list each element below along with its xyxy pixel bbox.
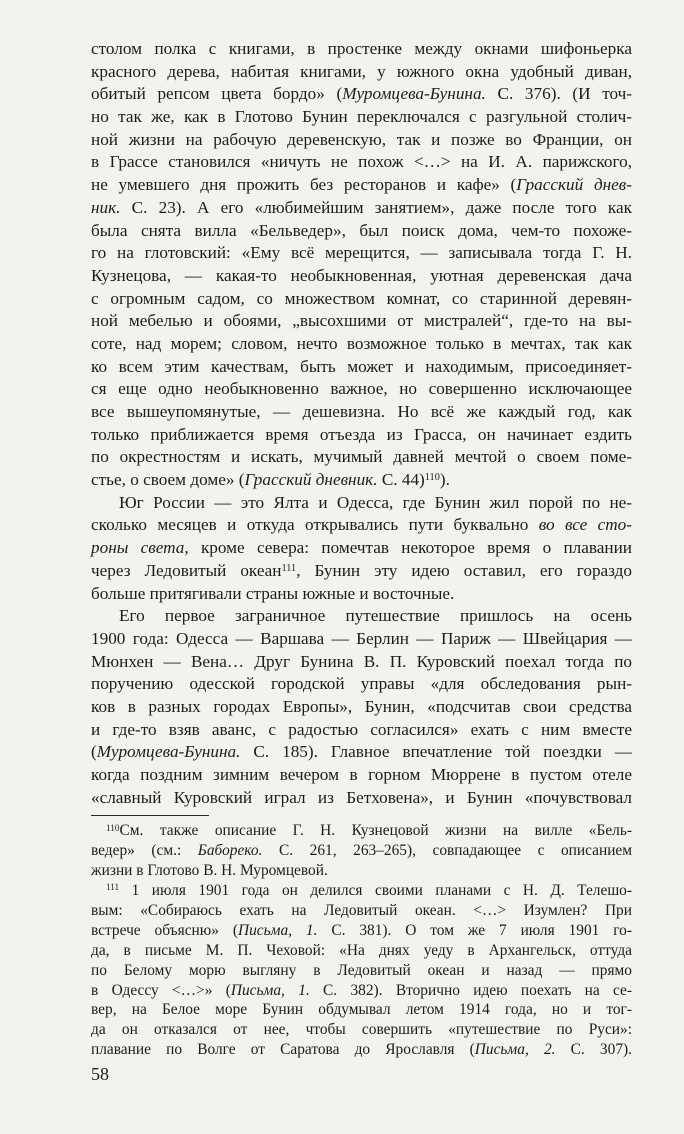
text-span: соте, над морем; словом, нечто возможное только в мечтах, так как [91, 333, 632, 353]
text-span: по окрестностям и искать, мучимый давней мечтой о своем поме- [91, 447, 632, 467]
text-span: С. 307). [555, 1041, 632, 1059]
text-span: 1900 года: Одесса — Варшава — Берлин — Париж — Швейцария — [91, 628, 632, 648]
text-line [91, 151, 632, 174]
text-span: С. 381). О том же 7 июля 1901 го- [317, 921, 632, 939]
text-line [91, 719, 632, 742]
text-line [91, 560, 632, 583]
text-span: С. 261, 263–265), совпадающее с описанием [262, 842, 633, 860]
italic-citation: роны света [91, 538, 185, 558]
text-span: ( [91, 742, 97, 762]
text-line [91, 583, 632, 606]
text-line [91, 651, 632, 674]
text-span: С. 376). (И точ- [485, 84, 632, 104]
italic-citation: Письма, 2. [474, 1041, 556, 1059]
text-span: но так же, как в Глотово Бунин переключался с разгульной столич- [91, 107, 632, 127]
italic-citation: Грасский дневник. [244, 470, 378, 490]
text-line [91, 764, 632, 787]
footnote-marker: 111 [106, 882, 120, 893]
text-line [91, 696, 632, 719]
text-span: в Грассе становился «ничуть не похож <…> на И. А. парижского, [91, 152, 632, 172]
text-line [91, 288, 632, 311]
text-line [91, 469, 632, 492]
text-line [91, 787, 632, 810]
text-line [91, 242, 632, 265]
text-line [91, 61, 632, 84]
text-line [91, 310, 632, 333]
italic-citation: Письма, 1. [230, 981, 310, 999]
text-span: и где-то взяв аванс, с радостью согласился» ехать с ним вместе [91, 719, 632, 739]
footnote-line [91, 921, 632, 941]
text-span: Мюнхен — Вена… Друг Бунина В. П. Куровский поехал тогда по [91, 651, 632, 671]
text-line [91, 83, 632, 106]
text-line [91, 537, 632, 560]
text-span: ко всем этим качествам, быть может и находимым, присоединяет- [91, 356, 632, 376]
footnotes [91, 821, 632, 1060]
text-span: вер, на Белое море Бунин обдумывал летом 1914 года, но и тог- [91, 1001, 632, 1019]
text-span: с огромным садом, со множеством комнат, со старинной деревян- [91, 288, 632, 308]
footnote-line [91, 1000, 632, 1020]
footnote-line [91, 821, 632, 841]
text-span: поручению одесской городской управы «для обследования рын- [91, 674, 632, 694]
text-span: была снята вилла «Бельведер», был поиск дома, чем-то похоже- [91, 220, 632, 240]
text-span: да, в письме М. П. Чеховой: «На днях уеду в Архангельск, оттуда [91, 941, 632, 959]
text-span: Его первое заграничное путешествие пришлось на осень [119, 606, 632, 626]
text-span: С. 23). А его «любимейшим занятием», даже после того как [120, 197, 632, 217]
italic-citation: Письма, 1. [237, 921, 318, 939]
text-span: да он отказался от нее, чтобы совершить «путешествие по Руси»: [91, 1021, 632, 1039]
footnote-marker: 111 [281, 562, 297, 574]
text-span: , кроме севера: помечтав некоторое время о плавании [184, 538, 632, 558]
text-span: только приближается время отъезда из Грасса, он начинает ездить [91, 424, 632, 444]
text-span: плавание по Волге от Саратова до Ярославля ( [91, 1041, 475, 1059]
text-span: го на глотовский: «Ему всё мерещится, — записывала тогда Г. Н. [91, 243, 632, 263]
text-line [91, 38, 632, 61]
text-span: жизни в Глотово В. Н. Муромцевой. [91, 862, 328, 880]
text-span: не умевшего дня прожить без ресторанов и кафе» ( [91, 175, 517, 195]
text-line [91, 129, 632, 152]
footnote-line [91, 881, 632, 901]
italic-citation: во все сто- [538, 515, 632, 535]
text-span: по Белому морю выгляну в Ледовитый океан и назад — прямо [91, 961, 632, 979]
text-span: обитый репсом цвета бордо» ( [91, 84, 343, 104]
footnote-marker: 110 [424, 471, 440, 483]
footnote-line [91, 981, 632, 1001]
text-span: стье, о своем доме» ( [91, 470, 245, 490]
text-span: ). [439, 470, 450, 490]
italic-citation: Грасский днев- [516, 175, 632, 195]
text-span: красного дерева, набитая книгами, у южного окна удобный диван, [91, 61, 632, 81]
text-span: столом полка с книгами, в простенке между окнами шифоньерка [91, 39, 632, 58]
text-span: когда поздним зимним вечером в горном Мюррене в пустом отеле [91, 765, 632, 784]
footnote-line [91, 961, 632, 981]
footnote-line [91, 901, 632, 921]
text-line [91, 378, 632, 401]
text-line [91, 424, 632, 447]
italic-citation: Муромцева-Бунина. [96, 742, 241, 762]
text-span: в Одессу <…>» ( [91, 981, 231, 999]
text-span: 1 июля 1901 года он делился своими планами с Н. Д. Телешо- [119, 882, 632, 900]
footnote-line [91, 1040, 632, 1060]
text-span: Кузнецова, — какая-то необыкновенная, уютная деревенская дача [91, 265, 632, 285]
page-number: 58 [91, 1064, 109, 1084]
text-line [91, 446, 632, 469]
italic-citation: Бабореко. [197, 842, 263, 860]
text-span: Юг России — это Ялта и Одесса, где Бунин жил порой по не- [119, 492, 632, 512]
footnote-line [91, 861, 632, 881]
text-span: См. также описание Г. Н. Кузнецовой жизни на вилле «Бель- [119, 822, 632, 840]
text-line [91, 628, 632, 651]
text-span: , Бунин эту идею оставил, его гораздо [296, 560, 632, 580]
text-line [91, 741, 632, 764]
footnote-line [91, 941, 632, 961]
text-line [91, 333, 632, 356]
text-span: С. 382). Вторично идею поехать на се- [309, 981, 632, 999]
text-span: ков в разных городах Европы», Бунин, «подсчитав свои средства [91, 696, 632, 716]
footnote-separator [91, 815, 209, 816]
text-line [91, 605, 632, 628]
main-text [91, 38, 632, 809]
text-span: ся еще одно необыкновенно важное, но совершенно исключающее [91, 379, 632, 399]
text-span: все вышеупомянутые, — дешевизна. Но всё же каждый год, как [91, 402, 632, 421]
text-line [91, 356, 632, 379]
text-span: С. 185). Главное впечатление той поездки — [240, 742, 632, 762]
text-line [91, 220, 632, 243]
text-span: больше притягивали страны южные и восточные. [91, 583, 455, 603]
footnote-line [91, 1020, 632, 1040]
text-span: С. 44) [377, 470, 425, 490]
text-span: через Ледовитый океан [91, 560, 282, 580]
text-span: ной мебелью и обоями, „высохшими от мистралей“, где-то на вы- [91, 311, 632, 331]
text-line [91, 197, 632, 220]
italic-citation: Муромцева-Бунина. [342, 84, 486, 104]
footnote-marker: 110 [106, 822, 120, 833]
text-span: вым: «Собираюсь ехать на Ледовитый океан. <…> Изумлен? При [91, 901, 632, 919]
footnote-line [91, 841, 632, 861]
text-span: ведер» (см.: [91, 842, 198, 860]
text-line [91, 401, 632, 424]
text-span: ной жизни на рабочую деревенскую, так и позже во Франции, он [91, 129, 632, 149]
text-line [91, 514, 632, 537]
text-span: сколько месяцев и откуда открывались пути буквально [91, 515, 539, 535]
text-line [91, 492, 632, 515]
text-line [91, 106, 632, 129]
text-line [91, 265, 632, 288]
text-line [91, 174, 632, 197]
text-line [91, 673, 632, 696]
text-span: встрече объясню» ( [91, 921, 238, 939]
text-span: «славный Куровский играл из Бетховена», и Бунин «почувствовал [91, 787, 632, 807]
italic-citation: ник. [91, 197, 121, 217]
